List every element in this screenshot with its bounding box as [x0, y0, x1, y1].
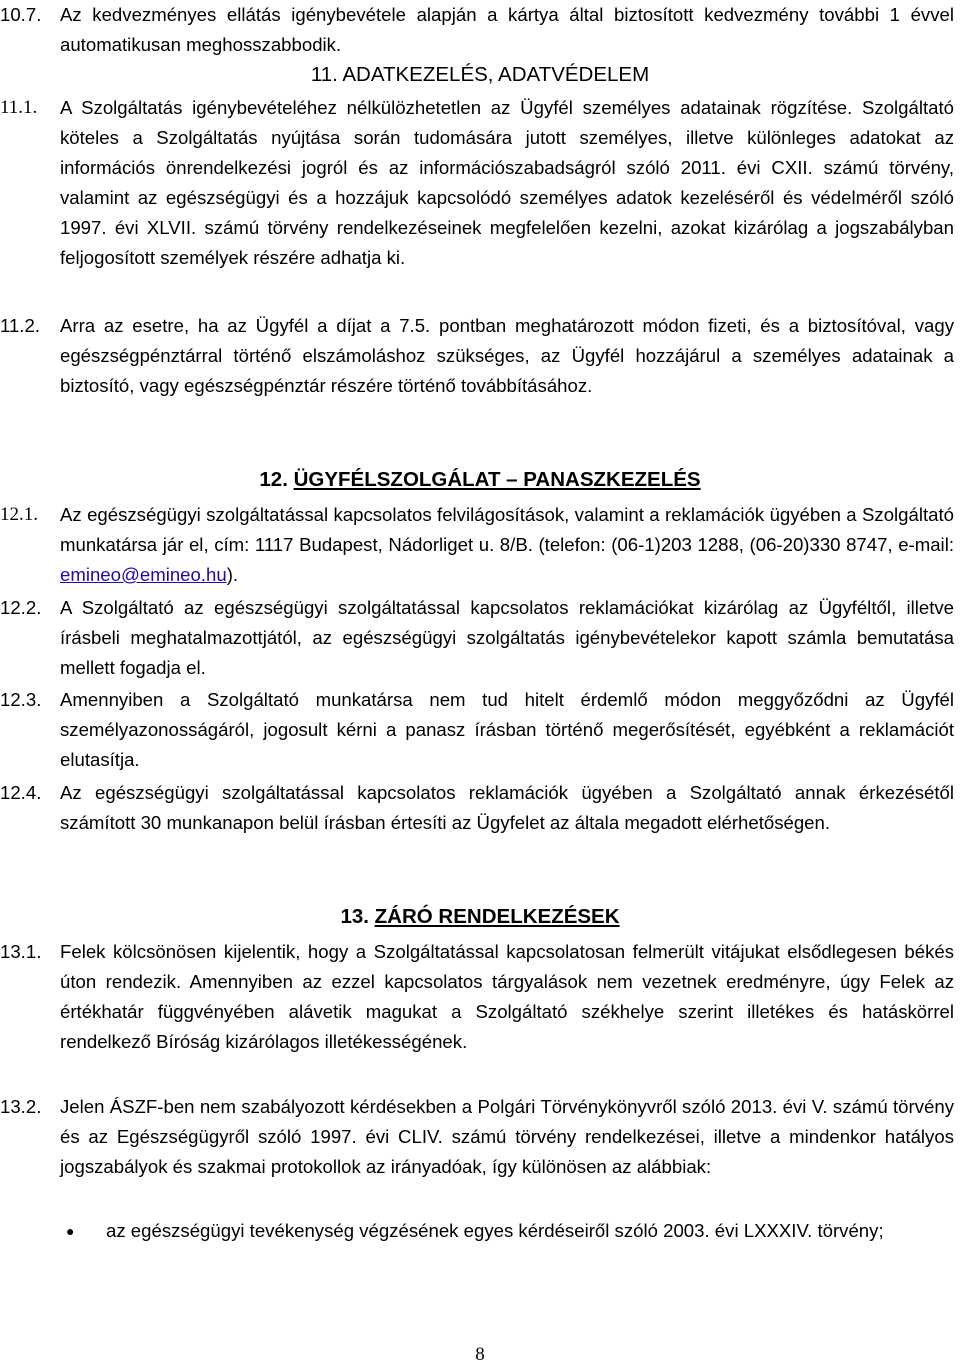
clause-11-2 [0, 311, 958, 401]
clause-13-2 [0, 1092, 958, 1182]
clause-12-2 [0, 593, 958, 683]
clause-number: 12.1. [0, 504, 38, 525]
heading-number: 13. [340, 905, 369, 928]
clause-text: Az egészségügyi szolgáltatással kapcsolatos reklamációk ügyében a Szolgáltató annak érkezésétől számított 30 munkanapon belül írásban értesíti az Ügyfelet az általa megadott elérhetőségen. [60, 782, 954, 833]
bullet-dot-icon: ● [66, 1223, 75, 1239]
clause-text-main: Az egészségügyi szolgáltatással kapcsolatos felvilágosítások, valamint a reklamációk ügyében a Szolgáltató munkatársa jár el, cím: 1117 Budapest, Nádorliget u. 8/B. (telefon: (06-1)203 1288, (06-20)330 8747, e-mail: [60, 504, 954, 555]
clause-text-end: ). [226, 564, 239, 585]
clause-10-7 [0, 0, 958, 60]
clause-text: Az kedvezményes ellátás igénybevétele alapján a kártya által biztosított kedvezmény további 1 évvel automatikusan meghosszabbodik. [60, 4, 954, 55]
clause-number: 11.1. [0, 97, 38, 118]
clause-text: A Szolgáltató az egészségügyi szolgáltatással kapcsolatos reklamációkat kizárólag az Ügyféltől, illetve írásbeli meghatalmazottjától, az egészségügyi szolgáltatás igénybevételekor kapott számla bemutatása mellett fogadja el. [60, 597, 954, 678]
clause-number: 13.1. [0, 941, 42, 962]
clause-text: Arra az esetre, ha az Ügyfél a díjat a 7.5. pontban meghatározott módon fizeti, és a biztosítóval, vagy egészségpénztárral történő elszámoláshoz szükséges, az Ügyfél hozzájárul a személyes adatainak a biztosító, vagy egészségpénztár részére történő továbbításához. [60, 315, 954, 396]
heading-text: ZÁRÓ RENDELKEZÉSEK [374, 905, 620, 928]
page-number: 8 [475, 1344, 485, 1365]
section-heading-12 [0, 465, 960, 495]
bullet-list-item [60, 1216, 958, 1246]
email-link[interactable]: emineo@emineo.hu [60, 564, 227, 585]
clause-number: 11.2. [0, 315, 40, 336]
clause-number: 13.2. [0, 1096, 42, 1117]
clause-12-1 [0, 500, 958, 590]
clause-11-1 [0, 93, 958, 273]
clause-13-1 [0, 937, 958, 1057]
clause-12-4 [0, 778, 958, 838]
clause-text [60, 500, 958, 590]
bullet-text: az egészségügyi tevékenység végzésének egyes kérdéseiről szóló 2003. évi LXXXIV. törvény; [106, 1220, 884, 1241]
heading-number: 12. [259, 468, 288, 491]
clause-text: Jelen ÁSZF-ben nem szabályozott kérdésekben a Polgári Törvénykönyvről szóló 2013. évi V. számú törvény és az Egészségügyről szóló 1997. évi CLIV. számú törvény rendelkezései, illetve a mindenkor hatályos jogszabályok és szakmai protokollok az irányadóak, így különösen az alábbiak: [60, 1096, 954, 1177]
clause-number: 12.3. [0, 689, 42, 710]
clause-number: 12.4. [0, 782, 42, 803]
clause-text: Amennyiben a Szolgáltató munkatársa nem tud hitelt érdemlő módon meggyőződni az Ügyfél személyazonosságáról, jogosult kérni a panasz írásban történő megerősítését, egyébként a reklamációt elutasítja. [60, 689, 954, 770]
clause-text: Felek kölcsönösen kijelentik, hogy a Szolgáltatással kapcsolatosan felmerült vitájukat elsődlegesen békés úton rendezik. Amennyiben az ezzel kapcsolatos tárgyalások nem vezetnek eredményre, úgy Felek az értékhatár függvényében alávetik magukat a Szolgáltató székhelye szerint illetékes és hatáskörrel rendelkező Bíróság kizárólagos illetékességének. [60, 941, 954, 1052]
clause-12-3 [0, 685, 958, 775]
clause-number: 12.2. [0, 597, 42, 618]
clause-number: 10.7. [0, 4, 42, 25]
section-heading-11: 11. ADATKEZELÉS, ADATVÉDELEM [310, 63, 650, 86]
section-heading-13 [0, 902, 960, 932]
clause-text: A Szolgáltatás igénybevételéhez nélkülözhetetlen az Ügyfél személyes adatainak rögzítése. Szolgáltató köteles a Szolgáltatás nyújtása során tudomására jutott személyes, illetve különleges adatokat az információs önrendelkezési jogról és az információszabadságról szóló 2011. évi CXII. számú törvény, valamint az egészségügyi és a hozzájuk kapcsolódó személyes adatok kezeléséről és védelméről szóló 1997. évi XLVII. számú törvény rendelkezéseinek megfelelően kezelni, azokat kizárólag a jogszabályban feljogosított személyek részére adhatja ki. [60, 97, 954, 268]
heading-text: ÜGYFÉLSZOLGÁLAT – PANASZKEZELÉS [293, 468, 701, 491]
